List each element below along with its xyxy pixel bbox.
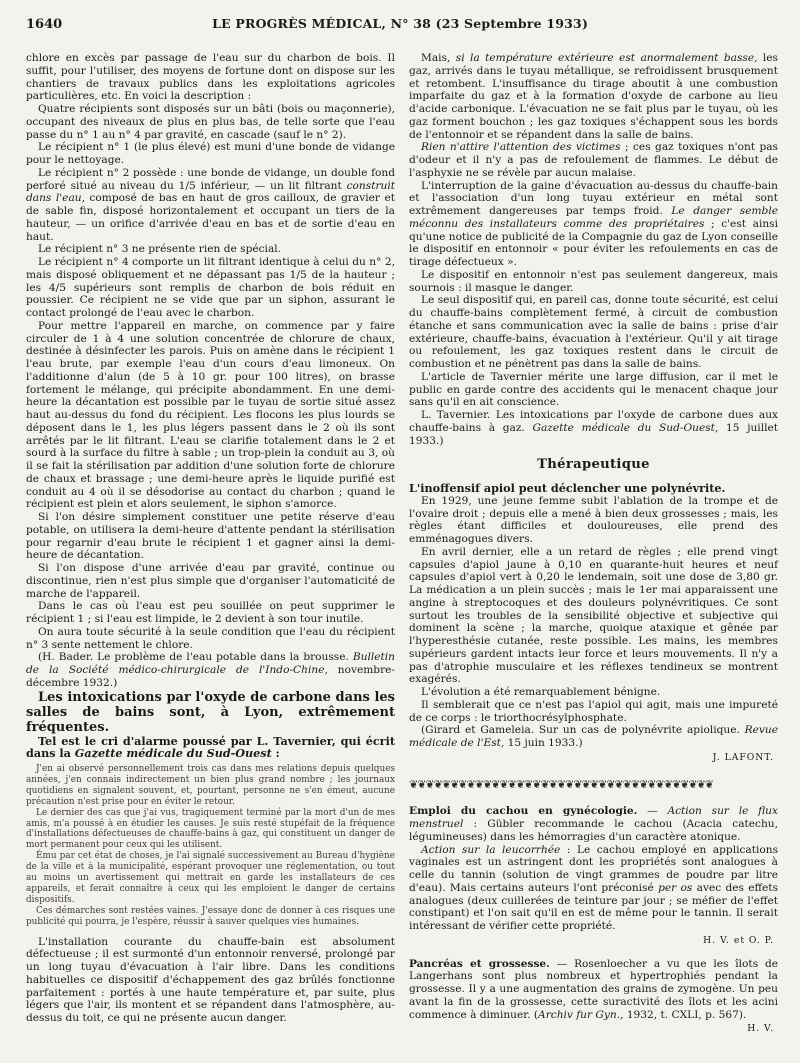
paragraph: Pour mettre l'appareil en marche, on commence par y faire circuler de 1 à 4 une solution concentrée de chlorure de chaux, destinée à désinfecter les parois. Puis on amène dans le récipient 1 l'eau brute, par exemple l'eau d'un cours d'eau limoneux. On l'additionne d'alun (de 5 à 10 gr. pour 100 litres), on brasse fortement le mélange, qui précipite abondamment. En une demi-heure la décantation est possible par le tuyau de sortie situé assez haut au-dessus du fond du récipient. Les flocons les plus lourds se déposent dans le 1, les plus légers passent dans le 2 où ils sont arrêtés par le lit filtrant. L'eau se clarifie totalement dans le 2 et sourd à la surface du filtre à sable ; un trop-plein la conduit au 3, où il se fait la stérilisation par addition d'une solution forte de chlorure de chaux et brassage ; une demi-heure après le liquide purifié est conduit au 4 où il se désodorise au contact du charbon ; quand le récipient est plein et alors seulement, le siphon s'amorce. <box>26 319 395 511</box>
text-run: les gaz, arrivés dans le tuyau métallique, se refroidissent brusquement et retombent. L'insuffisance du tirage aboutit à une combustion imparfaite du gaz et à la formation d'oxyde de carbone au lieu d'acide carbonique. L'évacuation ne se fait plus par le tuyau, où les gaz forment bouchon ; les gaz toxiques s'échappent sous les bords de l'entonnoir et se répandent dans la salle de bains. <box>409 52 778 141</box>
reference <box>409 409 778 447</box>
italic-run: Rien n'attire l'attention des victimes <box>421 141 621 154</box>
paragraph: Le récipient n° 3 ne présente rien de spécial. <box>38 243 282 256</box>
text-run: Tel est le cri d'alarme poussé par L. Tavernier, qui écrit dans la <box>26 733 395 761</box>
italic-run: construit dans l'eau, <box>26 179 395 205</box>
columns <box>26 52 778 1036</box>
paragraph: Le récipient n° 4 comporte un lit filtrant identique à celui du n° 2, mais disposé obliquement et ne dépassant pas 1/5 de la hauteur ; les 4/5 supérieurs sont remplis de charbon de bois réduit en poussier. Ce récipient ne se vide que par un siphon, assurant le contact prolongé de l'eau avec le charbon. <box>26 256 395 319</box>
page-header <box>26 16 778 38</box>
italic-run: Revue médicale de l'Est, <box>409 724 778 749</box>
spacer <box>409 948 778 958</box>
text-run: composé de bas en haut de gros cailloux, de gravier et de sable fin, disposé horizontalement et occupant un tiers de la hauteur, — un orifice d'arrivée d'eau en bas et de sortie d'eau en haut. <box>26 192 395 243</box>
paragraph: chlore en excès par passage de l'eau sur du charbon de bois. Il suffit, pour l'utiliser, des moyens de fortune dont on dispose sur les chantiers de travaux publics dans les exploitations agricoles particulières, etc. En voici la description : <box>26 52 395 103</box>
italic-run: Action sur le flux menstruel <box>409 805 778 830</box>
paragraph <box>26 167 395 244</box>
paragraph <box>409 805 778 843</box>
italic-run: Bulletin de la Société médico-chirurgicale de l'Indo-Chine, <box>26 651 395 676</box>
quoted-text <box>26 764 395 928</box>
article-subtitle <box>26 735 395 761</box>
page-number: 1640 <box>26 17 63 32</box>
paragraph: L'article de Tavernier mérite une large diffusion, car il met le public en garde contre des accidents qui le menacent chaque jour sans qu'il en ait conscience. <box>409 370 778 409</box>
quote-paragraph: Ces démarches sont restées vaines. J'essaye donc de donner à ces risques une publicité qui pourra, je l'espère, réussir à sauver quelques vies humaines. <box>26 905 395 927</box>
quote-paragraph: J'en ai observé personnellement trois cas dans mes relations depuis quelques années, j'en connais indirectement un bien plus grand nombre ; les journaux quotidiens en signalent souvent, et, pourtant, personne ne s'en émeut, aucune précaution n'est prise pour en éviter le retour. <box>26 764 395 807</box>
text-run: novembre-décembre 1932.) <box>26 664 396 689</box>
paragraph: Le récipient n° 1 (le plus élevé) est muni d'une bonde de vidange pour le nettoyage. <box>26 141 395 166</box>
paragraph: Le seul dispositif qui, en pareil cas, donne toute sécurité, est celui du chauffe-bains complètement fermé, à circuit de combustion étanche et sans communication avec la salle de bains : prise d'air extérieure, chauffe-bains, évacuation à l'extérieur. Qu'il y ait tirage ou refoulement, les gaz toxiques restent dans le circuit de combustion et ne pénètrent pas dans la salle de bains. <box>409 294 778 370</box>
paragraph: L'évolution a été remarquablement bénigne. <box>421 686 661 698</box>
running-title: LE PROGRÈS MÉDICAL, N° 38 (23 Septembre 1933) <box>212 16 589 31</box>
text-run: (H. Bader. Le problème de l'eau potable dans la brousse. <box>38 651 353 664</box>
article-head: Emploi du cachou en gynécologie. <box>409 805 638 818</box>
italic-run: Archiv fur Gyn., <box>538 1008 624 1021</box>
reference <box>26 651 395 689</box>
text-run: 15 juin 1933.) <box>504 737 583 749</box>
italic-run: Gazette médicale du Sud-Ouest <box>74 746 272 761</box>
paragraph: On aura toute sécurité à la seule condition que l'eau du récipient n° 3 sente nettement le chlore. <box>26 625 395 651</box>
paragraph <box>409 52 778 141</box>
right-column <box>409 52 778 1036</box>
text-run: Le récipient n° 2 possède : une bonde de vidange, un double fond perforé situé au niveau du 1/5 inférieur, — un lit filtrant <box>26 166 395 192</box>
text-run: 15 juillet 1933.) <box>409 421 779 447</box>
text-run: ; c'est ainsi qu'une notice de publicité de la Compagnie du gaz de Lyon conseille le dispositif en entonnoir « pour éviter les refoulements en cas de tirage défectueux ». <box>409 217 778 268</box>
text-run: (Girard et Gameleia. Sur un cas de polynévrite apiolique. <box>421 724 745 737</box>
paragraph: Dans le cas où l'eau est peu souillée on peut supprimer le récipient 1 ; si l'eau est limpide, le 2 devient à son tour inutile. <box>26 600 395 625</box>
paragraph: Quatre récipients sont disposés sur un bâti (bois ou maçonnerie), occupant des niveaux de plus en plus bas, de telle sorte que l'eau passe du n° 1 au n° 4 par gravité, en cascade (sauf le n° 2). <box>26 103 395 141</box>
italic-run: si la température extérieure est anormalement basse, <box>455 52 758 64</box>
left-column <box>26 52 395 1036</box>
paragraph <box>409 958 778 1022</box>
text-run: : Gübler recommande le cachou (Acacia catechu, légumineuses) dans les hémorragies d'un caractère atonique. <box>409 818 778 843</box>
article-title: L'inoffensif apiol peut déclencher une polynévrite. <box>409 481 726 495</box>
author-signature: H. V. <box>747 1023 774 1035</box>
section-title: Thérapeutique <box>537 457 650 473</box>
italic-run: Action sur la leucorrhée <box>421 843 561 856</box>
paragraph: Si l'on désire simplement constituer une petite réserve d'eau potable, on utilisera la demi-heure d'attente pendant la stérilisation pour regarnir d'eau brute le récipient 1 et gagner ainsi la demi-heure de décantation. <box>26 511 395 562</box>
paragraph <box>409 141 778 179</box>
text-run: Mais, <box>421 52 456 64</box>
quote-paragraph: Ému par cet état de choses, je l'ai signalé successivement au Bureau d'hygiène de la ville et à la municipalité, espérant provoquer une réglementation, ou tout au moins un avertissement qui mettrait en garde les installateurs de ces appareils, et ferait connaître à ceux qui les emploient le danger de certains dispositifs. <box>26 851 395 905</box>
text-run: L. Tavernier. Les intoxications par l'oxyde de carbone dues aux chauffe-bains à gaz. <box>409 409 778 434</box>
text-run: 1932, t. CXLI, p. 567). <box>623 1008 747 1021</box>
text-run: : Le cachou employé en applications vaginales est un astringent dont les propriétés sont analogues à celle du tannin (solution de vingt grammes de poudre par litre d'eau). Mais certains auteurs l'ont préconisé <box>409 843 779 894</box>
ornament-divider: ❦❦❦❦❦❦❦❦❦❦❦❦❦❦❦❦❦❦❦❦❦❦❦❦❦❦❦❦❦❦❦❦❦❦❦❦❦ <box>409 778 714 791</box>
italic-run: Gazette médicale du Sud-Ouest, <box>532 421 719 434</box>
paragraph: Si l'on dispose d'une arrivée d'eau par gravité, continue ou discontinue, rien n'est plus simple que d'organiser l'automaticité de marche de l'appareil. <box>26 562 395 600</box>
paragraph: En 1929, une jeune femme subit l'ablation de la trompe et de l'ovaire droit ; depuis elle a mené à bien deux grossesses ; mais, les règles étant difficiles et douloureuses, elle prend des emménagogues divers. <box>409 494 778 545</box>
text-run: L'interruption de la gaine d'évacuation au-dessus du chauffe-bain et l'association d'un long tuyau extérieur en métal sont extrêmement dangereuses par temps froid. <box>409 179 778 217</box>
text-run: — <box>637 805 668 818</box>
text-run: avec des effets analogues (deux cuillerées de teinture par jour ; se méfier de l'effet constipant) et l'on sait qu'il en est de même pour le tannin. Il serait intéressant de vérifier cette propriété. <box>409 881 779 932</box>
paragraph: En avril dernier, elle a un retard de règles ; elle prend vingt capsules d'apiol jaune à 0,10 en quarante-huit heures et neuf capsules d'apiol vert à 0,20 le lendemain, soit une dose de 3,80 gr. La médication a un plein succès ; mais le 1er mai apparaissent une angine à streptocoques et des douleurs polynévritiques. Ce sont surtout les troubles de la sensibilité objective et subjective qui dominent la scène ; la marche, quoique ataxique et gênée par l'hyperesthésie cutanée, reste possible. Les mains, les membres supérieurs gardent intacts leur force et leurs mouvements. Il n'y a pas d'atrophie musculaire et les réflexes tendineux se montrent exagérés. <box>409 545 778 686</box>
article-title <box>26 690 395 735</box>
italic-run: per os <box>658 881 693 894</box>
paragraph: Il semblerait que ce n'est pas l'apiol qui agit, mais une impureté de ce corps : le triorthocrésylphosphate. <box>409 698 778 724</box>
paragraph <box>409 844 778 933</box>
text-run: — Rosenloecher a vu que les îlots de Langerhans sont plus nombreux et hypertrophiés pendant la grossesse. Il y a une augmentation des grains de zymogène. Un peu avant la fin de la grossesse, cette suractivité des îlots et les acini commence à diminuer. ( <box>409 957 778 1021</box>
paragraph: Le dispositif en entonnoir n'est pas seulement dangereux, mais sournois : il masque le danger. <box>409 268 778 294</box>
paragraph: L'installation courante du chauffe-bain est absolument défectueuse ; il est surmonté d'un entonnoir renversé, prolongé par un long tuyau d'évacuation à l'air libre. Dans les conditions habituelles ce dispositif d'échappement des gaz brûlés fonctionne parfaitement : portés à une haute température et, par suite, plus légers que l'air, ils montent et se répandent dans l'atmosphère, au-dessus du toit, ce qui ne présente aucun danger. <box>26 935 395 1025</box>
author-signature: J. LAFONT. <box>712 751 774 763</box>
article-lead: Les intoxications par l'oxyde de carbone dans les salles de bains sont, à Lyon, extrêmement fréquentes. <box>26 689 395 735</box>
quote-paragraph: Le dernier des cas que j'ai vus, tragiquement terminé par la mort d'un de mes amis, m'a poussé à en étudier les causes. Je suis resté stupéfait de la fréquence d'installations défectueuses de chauffe-bains à gaz, qui constituent un danger de mort permanent pour ceux qui les utilisent. <box>26 807 395 851</box>
paragraph <box>409 180 778 269</box>
article-head: Pancréas et grossesse. <box>409 957 550 970</box>
text-run: : <box>271 746 280 761</box>
reference <box>409 724 778 750</box>
author-signature: H. V. et O. P. <box>703 934 774 946</box>
italic-run: Le danger semble méconnu des installateurs comme des propriétaires <box>409 205 778 230</box>
text-run: ; ces gaz toxiques n'ont pas d'odeur et il n'y a pas de refoulement de flammes. Le début de l'asphyxie ne se révèle par aucun malaise. <box>409 141 778 179</box>
